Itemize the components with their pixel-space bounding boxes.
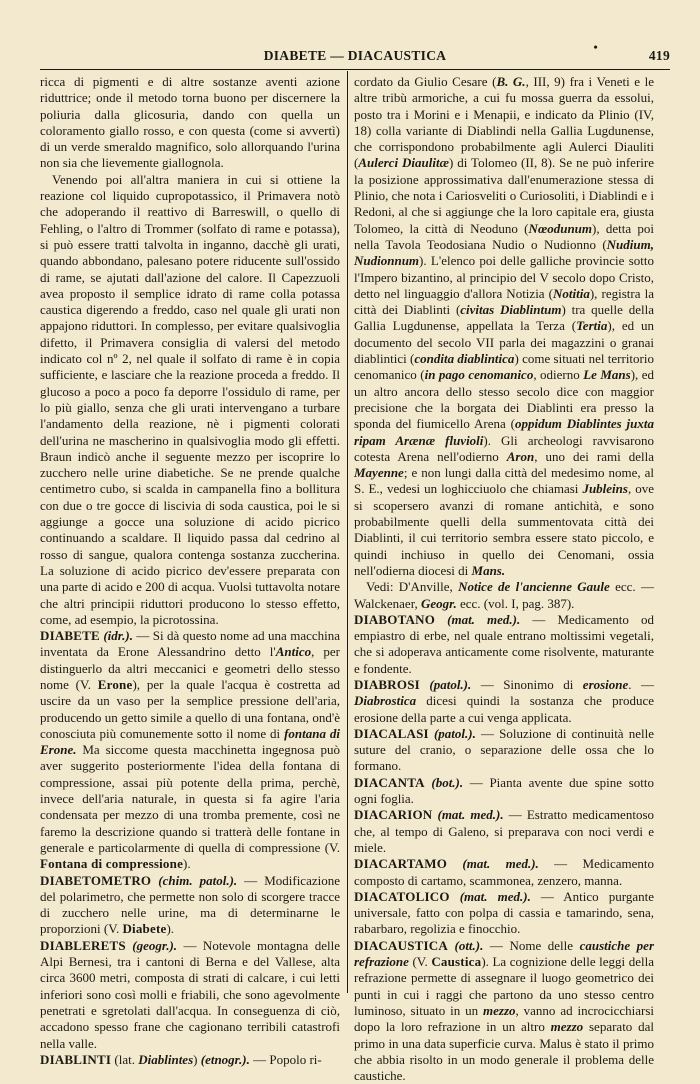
headword: DIACARION xyxy=(354,807,433,823)
entry-diablerets: DIABLERETS (geogr.). — Notevole montagna delle Alpi Bernesi, tra i cantoni di Berna e del Vallese, alta circa 3600 metri, composta di strati di calcare, i cui letti inferiori sono così molli e friabili, che sono agevolmente penetrati e sgretolati dall'acqua. In conseguenza di ciò, accadono spesso frane che cagionano terribili catastrofi nella valle. xyxy=(40,937,341,1051)
header-rule xyxy=(40,69,670,70)
running-header xyxy=(40,40,670,68)
entry-diacanta: DIACANTA (bot.). — Pianta avente due spine sotto ogni foglia. xyxy=(354,774,654,807)
left-column xyxy=(40,74,341,1067)
entry-diabotano: DIABOTANO (mat. med.). — Medicamento od empiastro di erbe, nel quale entrano moltissimi vegetali, che si adoperava anticamente come risolvente, maturante e fondente. xyxy=(354,611,655,676)
headword: DIACATOLICO xyxy=(354,888,450,904)
headword: DIACARTAMO xyxy=(354,856,448,872)
entry-diabete: DIABETE (idr.). — Si dà questo nome ad una macchina inventata da Erone Alessandrino detto l'Antico, per distinguerlo da altri meccanici e geometri dello stesso nome (V. Erone), per la quale l'acqua è costretta ad uscire da un vaso per la semplice pressione dell'aria, producendo un getto simile a quello di una fontana, ond'è conosciuta più comunemente sotto il nome di fontana di Erone. Ma siccome questa macchinetta ingegnosa può aver suggerito posteriormente l'idea della fontana di compressione, assai più potente della prima, perchè, invece dell'aria naturale, in questa si fa agire l'aria condensata per mezzo di una tromba premente, così ne faremo la descrizione quando si tratterà delle fontane in generale e particolarmente di quella di compressione (V. Fontana di compressione). xyxy=(40,628,341,872)
paragraph: ricca di pigmenti e di altre sostanze aventi azione riduttrice; onde il metodo torna buono per discernere la poliuria dalla glicosuria, dando con quella un coloramento giallo rosso, e con questa (come si avvertì) di un verde smeraldo magnifico, solo allorquando l'urina non sia che lievemente giallognola. xyxy=(40,74,340,171)
column-separator xyxy=(347,71,348,993)
headword: DIABETE xyxy=(40,628,100,644)
headword: DIACALASI xyxy=(354,725,429,741)
headword: DIACAUSTICA xyxy=(354,937,448,953)
right-column xyxy=(354,74,655,1084)
entry-diacalasi: DIACALASI (patol.). — Soluzione di continuità nelle suture del cranio, o separazione delle ossa che lo formano. xyxy=(354,725,655,774)
headword: DIABETOMETRO xyxy=(40,872,152,888)
entry-diacaustica: DIACAUSTICA (ott.). — Nome delle caustiche per refrazione (V. Caustica). La cognizione delle leggi della refrazione permette di assegnare il luogo geometrico dei punti in cui i raggi che partono da uno stesso centro luminoso, situato in un mezzo, vanno ad incrocicchiarsi dopo la loro refrazione in un altro mezzo separato dal primo in una data superficie curva. Malus è stato il primo che abbia risolto in un modo generale il problema delle caustiche. xyxy=(354,937,655,1084)
headword: DIABOTANO xyxy=(354,611,436,627)
entry-diabrosi: DIABROSI (patol.). — Sinonimo di erosione. — Diabrostica dicesi quindi la sostanza che produce erosione della parte a cui venga applicata. xyxy=(354,676,655,725)
running-title: DIABETE — DIACAUSTICA xyxy=(263,48,447,63)
page-number: 419 xyxy=(648,48,670,63)
entry-diabetometro: DIABETOMETRO (chim. patol.). — Modificazione del polarimetro, che permette non solo di scorgere tracce di zucchero nelle urine, ma di determinarne le proporzioni (V. Diabete). xyxy=(40,872,340,937)
headword: DIABLERETS xyxy=(40,937,126,953)
paragraph: Venendo poi all'altra maniera in cui si ottiene la reazione col liquido cupropotassico, il Primavera notò che adoperando il reattivo di Barreswill, o quello di Fehling, o l'altro di Trommer (solfato di rame e potassa), si può essere tratti talvolta in inganno, dacchè gli urati, quando abbondano, palesano potere riducente sull'ossido di rame, se ajutati dall'azione del calore. Il Capezzuoli avea proposto il semplice idrato di rame colla potassa caustica digerendo a freddo, caso nel quale gli urati non appajono riduttori. In complesso, per evitare qualsivoglia difetto, il Primavera consiglia di valersi del metodo indicato col nº 2, nel quale il solfato di rame è in copia sufficiente, e lasciare che la reazione proceda a freddo. Il glucoso a poco a poco fa deporre l'ossidulo di rame, per lo più giallo, senza che gli urati intervengano a turbare l'andamento della reazione, nè i pigmenti colorati dell'urina ne mascherino in qualsivoglia modo gli effetti. Braun indicò anche il seguente mezzo per iscoprire lo zucchero nelle urine diabetiche. Se ne prende qualche centimetro cubo, si scalda in campanella fino a bollitura con due o tre gocce di liscivia di soda caustica, poi le si aggiunge a gocce una soluzione di acido picrico continuando a scaldare. Il liquido passa dal cedrino al rosso di sangue, qualora contenga sostanza zuccherina. La soluzione di acido picrico dev'essere preparata con una parte di acido e 200 di acqua. Vuolsi tuttavolta notare che altri principii riduttori producono lo stesso effetto, come, ad esempio, la picrotossina. xyxy=(40,171,340,627)
entry-diacatolico: DIACATOLICO (mat. med.). — Antico purgante universale, fatto con polpa di cassia e tamarindo, sena, rabarbaro, regolizia e finocchio. xyxy=(354,888,655,937)
entry-diacarion: DIACARION (mat. med.). — Estratto medicamentoso che, al tempo di Galeno, si preparava con noci verdi e miele. xyxy=(354,807,655,855)
headword: DIABLINTI xyxy=(40,1051,112,1067)
header-dot: • xyxy=(593,40,598,54)
references: Vedi: D'Anville, Notice de l'ancienne Gaule ecc. — Walckenaer, Geogr. ecc. (vol. I, pag. 387). xyxy=(354,579,654,611)
entry-diacartamo: DIACARTAMO (mat. med.). — Medicamento composto di cartamo, scammonea, zenzero, manna. xyxy=(354,856,655,888)
entry-diablinti: DIABLINTI (lat. Diablintes) (etnogr.). — Popolo ri- xyxy=(40,1051,322,1067)
entry-diablinti-continued: cordato da Giulio Cesare (B. G., III, 9) fra i Veneti e le altre tribù armoriche, a cui fu mossa guerra da essolui, posto tra i Morini e i Menapii, e indicato da Plinio (IV, 18) colla variante di Diablindi nella Gallia Lugdunense, che corrispondono probabilmente agli Aulerci Diauliti (Aulerci Diaulitæ) di Tolomeo (II, 8). Se ne può inferire la posizione approssimativa dall'enumerazione stessa di Plinio, che nota i Cariosveliti o Curiosoliti, i Diablindi e i Redoni, al che si aggiunge che la loro capitale era, giusta Tolomeo, la città di Neoduno (Nœodunum), detta poi nella Tavola Teodosiana Nudio o Nudionno (Nudium, Nudionnum). L'elenco poi delle galliche provincie sotto l'Impero bizantino, al principio del V secolo dopo Cristo, detto nel linguaggio d'allora Notizia (Notitia), registra la città dei Diablinti (civitas Diablintum) tra quelle della Gallia Lugdunense, appellata la Terza (Tertia), ed un documento del secolo VII parla dei magazzini o granai diablintici (condita diablintica) come situati nel territorio cenomanico (in pago cenomanico, odierno Le Mans), ed un altro ancora dello stesso secolo dice con maggior precisione che la borgata dei Diablinti era presso la sponda del fiumicello Arena (oppidum Diablintes juxta ripam Arænæ fluvioli). Gli archeologi ravvisarono cotesta Arena nell'odierno Aron, uno dei rami della Mayenne; e non lungi dalla città del medesimo nome, al S. E., vedesi un loghicciuolo che chiamasi Jubleins, ove si scopersero avanzi di romane antichità, e sono probabilmente quelli della summentovata città dei Diablinti, il cui territorio sembra essere stato piccolo, e quindi inchiuso in quello dei Cenomani, ossia nell'odierna diocesi di Mans. xyxy=(354,74,654,578)
headword: DIACANTA xyxy=(354,774,425,790)
headword: DIABROSI xyxy=(354,676,420,692)
